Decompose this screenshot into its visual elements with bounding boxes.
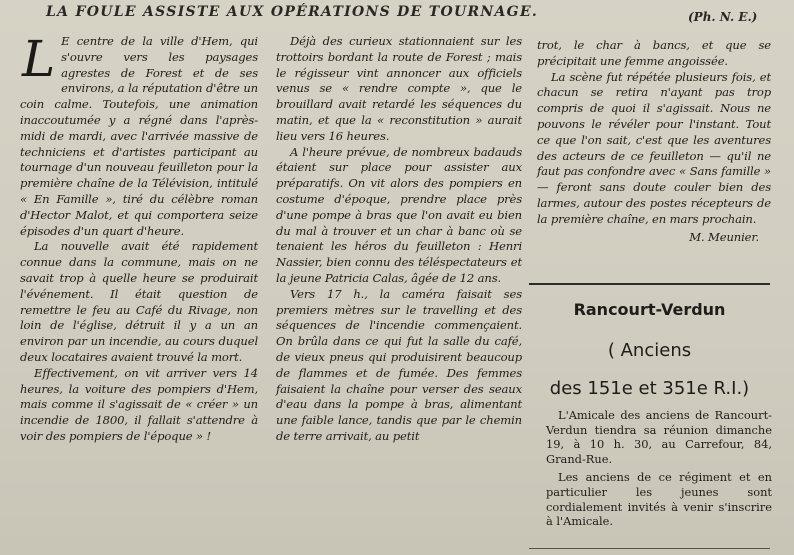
paragraph-text: E centre de la ville d'Hem, qui s'ouvre vers les paysages agrestes de Forest et de ses environs, a la réputation d'être un coin calme. Toutefois, une animation inaccoutumée y a régné dans l'après-midi de mardi, avec l'arrivée massive de techniciens et d'artistes participant au tournage d'un nouveau feuilleton pour la première chaîne de la Télévision, intitulé « En Famille », tiré du célèbre roman d'Hector Malot, et qui comportera seize épisodes d'un quart d'heure. [20, 34, 258, 238]
article-paragraph: Effectivement, on vit arriver vers 14 heures, la voiture des pompiers d'Hem, mais comme il s'agissait de « créer » un incendie de 1800, il fallait s'attendre à voir des pompiers de l'époque » ! [20, 365, 258, 443]
notice-paragraph: Les anciens de ce régiment et en particulier les jeunes sont cordialement invités à venir s'inscrire à l'Amicale. [546, 470, 772, 529]
notice-bottom-rule [529, 548, 770, 549]
photo-credit: (Ph. N. E.) [688, 10, 758, 24]
article-column-3 [537, 38, 771, 245]
article-headline: LA FOULE ASSISTE AUX OPÉRATIONS DE TOURNAGE. [46, 4, 539, 20]
notice-paragraph: L'Amicale des anciens de Rancourt-Verdun tiendra sa réunion dimanche 19, à 10 h. 30, au Carrefour, 84, Grand-Rue. [546, 408, 772, 466]
notice-subtitle: ( Anciens [607, 340, 692, 361]
drop-cap: L [22, 30, 56, 88]
notice-subtitle-regiments: des 151e et 351e R.I.) [549, 378, 750, 399]
article-column-2 [276, 34, 522, 445]
article-paragraph [20, 30, 258, 239]
article-paragraph: Déjà des curieux stationnaient sur les trottoirs bordant la route de Forest ; mais le régisseur vint annoncer aux officiels venus se « rendre compte », que le brouillard avait retardé les séquences du matin, et que la « reconstitution » aurait lieu vers 16 heures. [276, 34, 522, 143]
article-signature: M. Meunier. [689, 229, 759, 244]
article-paragraph: A l'heure prévue, de nombreux badauds étaient sur place pour assister aux préparatifs. On vit alors des pompiers en costume d'époque, prendre place près d'une pompe à bras que l'on avait eu bien du mal à trouver et un char à banc où se tenaient les héros du feuilleton : Henri Nassier, bien connu des téléspectateurs et la jeune Patricia Calas, âgée de 12 ans. [276, 144, 522, 285]
article-paragraph: La nouvelle avait été rapidement connue dans la commune, mais on ne savait trop à quelle heure se produirait l'événement. Il était question de remettre le feu au Café du Rivage, non loin de l'église, détruit il y a un an environ par un incendie, au cours duquel deux locataires avaient trouvé la mort. [20, 239, 258, 364]
article-paragraph: Vers 17 h., la caméra faisait ses premiers mètres sur le travelling et des séquences de l'incendie commençaient. On brûla dans ce qui fut la salle du café, de vieux pneus qui produisirent beaucoup de flammes et de fumée. Des femmes faisaient la chaîne pour verser des seaux d'eau dans la pompe à bras, alimentant une faible lance, tandis que par le chemin de terre arrivait, au petit [276, 286, 522, 443]
article-paragraph: trot, le char à bancs, et que se précipitait une femme angoissée. [537, 38, 771, 68]
article-paragraph: La scène fut répétée plusieurs fois, et chacun se retira n'ayant pas trop compris de quoi il s'agissait. Nous ne pouvons le révéler pour l'instant. Tout ce que l'on sait, c'est que les aventures des acteurs de ce feuilleton — qu'il ne faut pas confondre avec « Sans famille » — feront sans doute couler bien des larmes, autour des postes récepteurs de la première chaîne, en mars prochain. [537, 69, 771, 226]
article-column-1 [20, 30, 258, 445]
notice-title: Rancourt-Verdun [573, 300, 726, 319]
section-divider [529, 283, 770, 285]
notice-body [546, 408, 772, 533]
